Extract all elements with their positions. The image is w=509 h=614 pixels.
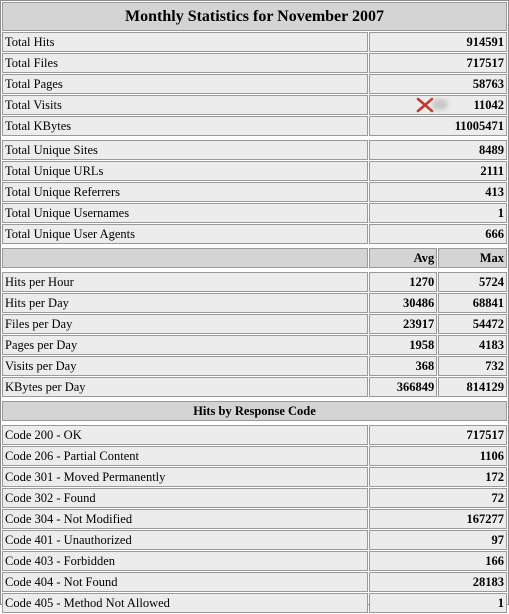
table-row-visits-per-day — [2, 356, 507, 376]
table-row-unique-urls — [2, 161, 507, 181]
row-value: 11005471 — [369, 116, 507, 136]
table-row-unique-sites — [2, 140, 507, 160]
table-row-code-200 — [2, 425, 507, 445]
row-label: Total Unique User Agents — [2, 224, 368, 244]
section-spacer — [2, 422, 507, 424]
monthly-statistics-table — [1, 1, 508, 614]
row-label: Total Unique Sites — [2, 140, 368, 160]
table-row-hits-per-hour — [2, 272, 507, 292]
row-label: Pages per Day — [2, 335, 368, 355]
row-value: 166 — [369, 551, 507, 571]
table-row-kbytes-per-day — [2, 377, 507, 397]
row-value: 413 — [369, 182, 507, 202]
table-row-total-hits — [2, 32, 507, 52]
max-value: 4183 — [438, 335, 507, 355]
max-value: 732 — [438, 356, 507, 376]
row-value: 2111 — [369, 161, 507, 181]
row-value: 914591 — [369, 32, 507, 52]
avg-value: 30486 — [369, 293, 438, 313]
row-label: Code 304 - Not Modified — [2, 509, 368, 529]
row-label: Visits per Day — [2, 356, 368, 376]
section-spacer — [2, 137, 507, 139]
table-row-total-pages — [2, 74, 507, 94]
table-row-files-per-day — [2, 314, 507, 334]
section-spacer — [2, 269, 507, 271]
max-value: 54472 — [438, 314, 507, 334]
table-row-pages-per-day — [2, 335, 507, 355]
close-x-icon — [416, 96, 434, 114]
row-label: Code 405 - Method Not Allowed — [2, 593, 368, 613]
row-label: Total Unique Usernames — [2, 203, 368, 223]
row-value: 58763 — [369, 74, 507, 94]
avg-value: 368 — [369, 356, 438, 376]
row-label: Code 200 - OK — [2, 425, 368, 445]
table-row-code-403 — [2, 551, 507, 571]
table-row-total-kbytes — [2, 116, 507, 136]
row-label: Total Files — [2, 53, 368, 73]
avg-column-header: Avg — [369, 248, 438, 268]
row-label: Code 404 - Not Found — [2, 572, 368, 592]
row-value: 717517 — [369, 425, 507, 445]
avg-value: 1270 — [369, 272, 438, 292]
table-row-code-206 — [2, 446, 507, 466]
response-code-header: Hits by Response Code — [2, 401, 507, 421]
section-spacer — [2, 398, 507, 400]
row-label: Total Unique URLs — [2, 161, 368, 181]
row-label: Total KBytes — [2, 116, 368, 136]
header-blank — [2, 248, 368, 268]
response-code-header-row — [2, 401, 507, 421]
avg-value: 366849 — [369, 377, 438, 397]
row-value: 1 — [369, 203, 507, 223]
row-value: 717517 — [369, 53, 507, 73]
table-row-hits-per-day — [2, 293, 507, 313]
row-label: Code 401 - Unauthorized — [2, 530, 368, 550]
row-value: 8489 — [369, 140, 507, 160]
section-spacer — [2, 245, 507, 247]
row-label: Files per Day — [2, 314, 368, 334]
row-label: Code 206 - Partial Content — [2, 446, 368, 466]
table-row-code-301 — [2, 467, 507, 487]
row-label: Total Visits — [2, 95, 368, 115]
row-label: Total Pages — [2, 74, 368, 94]
max-value: 5724 — [438, 272, 507, 292]
avg-max-header-row — [2, 248, 507, 268]
max-value: 814129 — [438, 377, 507, 397]
row-value: 666 — [369, 224, 507, 244]
row-label: KBytes per Day — [2, 377, 368, 397]
row-label: Code 302 - Found — [2, 488, 368, 508]
avg-value: 23917 — [369, 314, 438, 334]
row-value: 1106 — [369, 446, 507, 466]
row-label: Hits per Day — [2, 293, 368, 313]
table-row-code-404 — [2, 572, 507, 592]
table-row-code-304 — [2, 509, 507, 529]
table-row-unique-referrers — [2, 182, 507, 202]
table-row-total-visits — [2, 95, 507, 115]
row-label: Total Unique Referrers — [2, 182, 368, 202]
page-title: Monthly Statistics for November 2007 — [2, 2, 507, 31]
max-column-header: Max — [438, 248, 507, 268]
avg-value: 1958 — [369, 335, 438, 355]
blurred-mark — [432, 99, 448, 110]
table-row-code-302 — [2, 488, 507, 508]
row-value: 172 — [369, 467, 507, 487]
row-value: 167277 — [369, 509, 507, 529]
row-value: 72 — [369, 488, 507, 508]
row-value: 11042 — [473, 98, 504, 112]
title-row — [2, 2, 507, 31]
table-row-total-files — [2, 53, 507, 73]
row-value: 1 — [369, 593, 507, 613]
max-value: 68841 — [438, 293, 507, 313]
table-row-unique-user-agents — [2, 224, 507, 244]
row-label: Hits per Hour — [2, 272, 368, 292]
row-label: Code 301 - Moved Permanently — [2, 467, 368, 487]
table-row-unique-usernames — [2, 203, 507, 223]
row-value: 28183 — [369, 572, 507, 592]
row-value-cell — [369, 95, 507, 115]
row-value: 97 — [369, 530, 507, 550]
table-row-code-405 — [2, 593, 507, 613]
row-label: Total Hits — [2, 32, 368, 52]
table-row-code-401 — [2, 530, 507, 550]
row-label: Code 403 - Forbidden — [2, 551, 368, 571]
